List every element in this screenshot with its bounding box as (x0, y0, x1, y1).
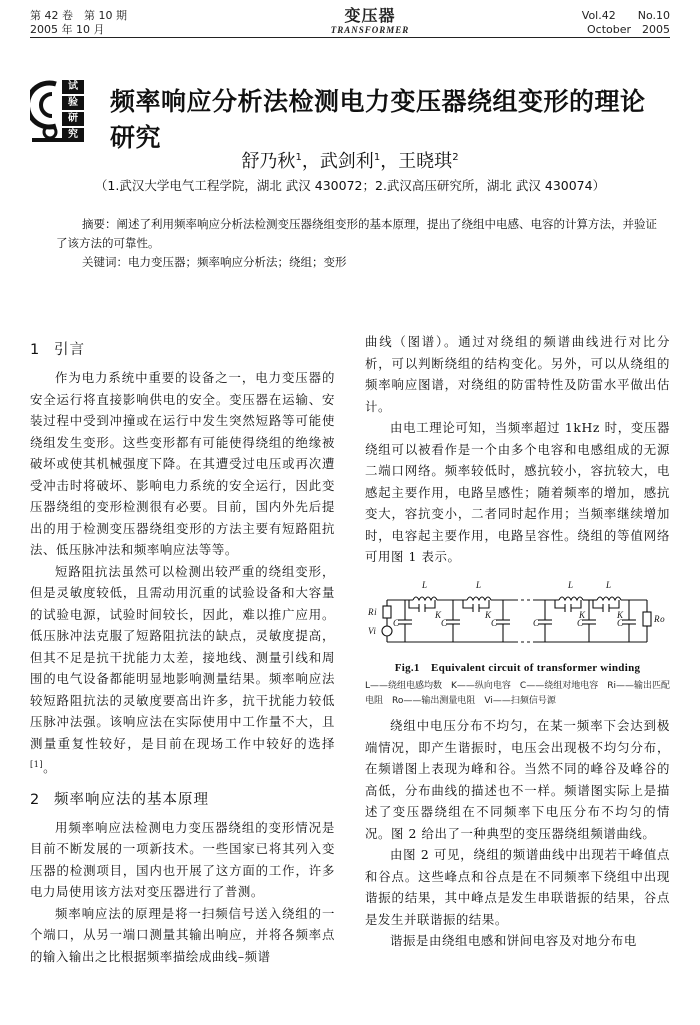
right-column (365, 331, 670, 952)
label-series-capacitor: K (435, 609, 442, 620)
section-heading (30, 339, 335, 361)
section-title: 频率响应法的基本原理 (54, 791, 209, 808)
label-inductor: L (422, 579, 428, 590)
label-source: Vi (368, 625, 377, 636)
header-rule (30, 37, 670, 38)
label-shunt-capacitor: C (617, 617, 624, 628)
author-name: 武剑利 (319, 151, 374, 172)
header-volume-cn: 第 42 卷 第 10 期 (30, 9, 127, 22)
abstract-block (56, 215, 666, 272)
paragraph: 用频率响应法检测电力变压器绕组的变形情况是目前不断发展的一项新技术。一些国家已将其列入变压器的检测项目，国内也开展了这方面的工作，许多电力局使用该方法对变压器进行了普测。 (30, 819, 335, 900)
label-output-resistor: Ro (654, 613, 666, 624)
label-shunt-capacitor: C (577, 617, 584, 628)
header-volume-en: Vol.42 No.10 (581, 9, 670, 22)
running-header (30, 6, 670, 39)
label-shunt-capacitor: C (491, 617, 498, 628)
abstract-text: 阐述了利用频率响应分析法检测变压器绕组变形的基本原理，提出了绕组中电感、电容的计算方法，并验证了该方法的可靠性。 (56, 217, 657, 250)
paragraph: 频率响应法的原理是将一扫频信号送入绕组的一个端口，从另一端口测量其输出响应，并将各频率点的输入输出之比根据频率描绘成曲线–频谱 (30, 905, 335, 964)
label-shunt-capacitor: C (393, 617, 400, 628)
figure-1 (365, 578, 670, 680)
affiliations: （1.武汉大学电气工程学院，湖北 武汉 430072；2.武汉高压研究所，湖北 武汉 430074） (94, 178, 606, 193)
label-inductor: L (606, 579, 612, 590)
figure-caption: Fig.1 Equivalent circuit of transformer winding (394, 661, 641, 674)
paragraph: 由电工理论可知，当频率超过 1kHz 时，变压器绕组可以被看作是一个由多个电容和电感组成的无源二端口网络。频率较低时，感抗较小，容抗较大，电感起主要作用，电路呈感性；随着频率的增加，感抗变大，容抗变小，二者同时起作用；当频率继续增加时，电容起主要作用，电路呈容性。绕组的等值网络可用图 1 表示。 (365, 420, 670, 564)
seal-char: 试 (62, 80, 84, 94)
label-input-resistor: Ri (368, 606, 378, 617)
journal-logo (310, 7, 430, 36)
label-series-capacitor: K (485, 609, 492, 620)
label-shunt-capacitor: C (441, 617, 448, 628)
citation: [1] (30, 760, 44, 769)
paragraph: 曲线（图谱）。通过对绕组的频谱曲线进行对比分析，可以判断绕组的结构变化。另外，可以从绕组的频率响应图谱，对绕组的防雷特性及防雷水平做出估计。 (365, 334, 670, 414)
paragraph: 绕组中电压分布不均匀，在某一频率下会达到极端情况，即产生谐振时，电压会出现极不均匀分布，在频谱图上表现为峰和谷。当然不同的峰谷及峰谷的高低，分布曲线的描述也不一样。频谱图实际上是描述了变压器绕组在不同频率下电压分布不均匀的情况。图 2 给出了一种典型的变压器绕组频谱曲线。 (365, 718, 670, 841)
section-number: 1 (30, 342, 41, 358)
author-affil-mark: 1 (295, 152, 302, 163)
abstract (56, 215, 666, 253)
abstract-label: 摘要： (82, 217, 117, 231)
author-affil-mark: 1 (373, 152, 381, 163)
paragraph: 由图 2 可见，绕组的频谱曲线中出现若干峰值点和谷点。这些峰点和谷点是在不同频率下绕组中出现谐振的结果，其中峰点是发生串联谐振的结果，谷点是发生并联谐振的结果。 (365, 847, 670, 927)
label-shunt-capacitor: C (533, 617, 540, 628)
header-date-en: October 2005 (586, 23, 670, 36)
author-list: 舒乃秋$^1$，武剑利$^1$，王晓琪$^2$ (241, 151, 459, 172)
journal-name-en: TRANSFORMER (330, 25, 410, 35)
label-inductor: L (568, 579, 574, 590)
section-title: 引言 (54, 342, 85, 358)
paragraph: 作为电力系统中重要的设备之一，电力变压器的安全运行将直接影响供电的安全。变压器在运输、安装过程中受到冲撞或在运行中发生突然短路等可能使绕组发生变形。这些变形都有可能使得绕组的绝缘被破坏或使其机械强度下降。在其遭受过电压或再次遭受冲击时将破坏、影响电力系统的安全运行，因此变压器绕组的变形检测很有必要。目前，国内外先后提出的用于检测变压器绕组变形的方法主要有短路阻抗法、低压脉冲法和频率响应法等等。 (30, 370, 335, 557)
header-right (582, 9, 670, 37)
author-name: 舒乃秋 (241, 151, 296, 172)
keywords-label: 关键词： (82, 255, 128, 269)
paragraph: 短路阻抗法虽然可以检测出较严重的绕组变形，但是灵敏度较低，且需动用沉重的试验设备和大容量的试验电源，试验时间较长，因此，难以推广应用。低压脉冲法克服了短路阻抗法的缺点，灵敏度提高，但其不足是抗干扰能力太差，接地线、测量引线和周围的电气设备都能明显地影响测量结果。频率响应法较短路阻抗法的灵敏度要高出许多，抗干扰能力较低压脉冲法强。该响应法在实际使用中工作量不大，且测量重复性较好，是目前在现场工作中较好的选择[1]。 (30, 563, 335, 776)
section-number: 2 (30, 791, 41, 808)
paper-title: 频率响应分析法检测电力变压器绕组变形的理论研究 (110, 87, 646, 152)
author-name: 王晓琪 (398, 151, 453, 172)
label-inductor: L (476, 579, 482, 590)
keywords (56, 253, 666, 272)
paragraph: 谐振是由绕组电感和饼间电容及对地分布电 (390, 933, 637, 948)
seal-char: 研 (62, 112, 84, 126)
header-left (30, 9, 127, 37)
equivalent-circuit-diagram (365, 578, 670, 656)
seal-char: 究 (62, 128, 84, 142)
figure-legend: L——绕组电感均数 K——纵向电容 C——绕组对地电容 Ri——输出匹配电阻 Ro——输出测量电阻 Vi——扫频信号源 (365, 681, 670, 706)
header-date-cn: 2005 年 10 月 (30, 23, 105, 36)
label-series-capacitor: K (579, 609, 586, 620)
label-series-capacitor: K (617, 609, 624, 620)
seal-char: 验 (62, 96, 84, 110)
keywords-text: 电力变压器；频率响应分析法；绕组；变形 (128, 255, 347, 269)
section-heading (30, 789, 335, 811)
column-seal-label (62, 80, 84, 142)
journal-name-cn: 变压器 (344, 6, 396, 25)
author-affil-mark: 2 (452, 152, 459, 163)
left-column (30, 331, 335, 967)
